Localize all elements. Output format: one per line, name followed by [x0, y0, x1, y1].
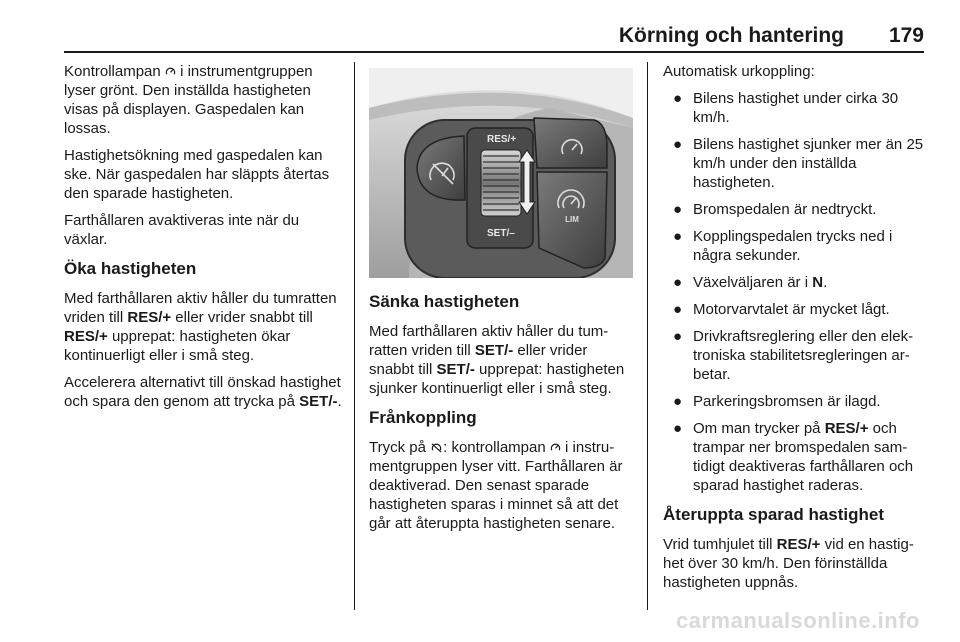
cruise-off-icon — [430, 442, 443, 453]
bullet-icon: ● — [673, 301, 683, 318]
list-item: ● Bromspedalen är nedtryckt. — [673, 201, 877, 218]
paragraph: Hastighetsökning med gaspedalen kan ske. När gaspedalen har släppts återtas den sparade hastigheten. — [64, 147, 330, 202]
page-title: Körning och hantering — [618, 24, 844, 47]
column-right — [663, 62, 929, 600]
paragraph: Automatisk urkoppling: — [663, 63, 815, 80]
steering-wheel-illustration — [369, 68, 633, 278]
page-number: 179 — [888, 24, 924, 47]
bullet-icon: ● — [673, 90, 683, 107]
paragraph: Accelerera alternativt till önskad hastighet och spara den genom att trycka på SET/-. — [64, 374, 342, 410]
watermark: carmanualsonline.info — [676, 608, 920, 633]
steering-wheel-controls-image — [369, 68, 633, 278]
bullet-icon: ● — [673, 274, 683, 291]
bullet-icon: ● — [673, 328, 683, 345]
cruise-control-icon — [550, 442, 561, 453]
column-divider — [647, 62, 648, 610]
paragraph: Tryck på : kontrollampan i instrumentgruppen lyser vitt. Farthållaren är deaktiverad. Den senast sparade hastigheten sparas i minnet så att det går att återuppta hastigheten senare. — [369, 439, 623, 532]
section-heading: Öka hastigheten — [64, 259, 197, 278]
set-label: SET/– — [487, 228, 515, 239]
cruise-control-icon — [165, 66, 176, 77]
bullet-icon: ● — [673, 201, 683, 218]
paragraph: Med farthållaren aktiv håller du tumratten vriden till RES/+ eller vrider snabbt till RES/+ upprepat: hastigheten ökar kontinuerligt eller i små steg. — [64, 290, 337, 364]
list-item: ● Kopplingspedalen trycks ned i några sekunder. — [673, 228, 893, 264]
bullet-list — [663, 89, 929, 495]
list-item: ● Motorvarvtalet är mycket lågt. — [673, 301, 890, 318]
bullet-icon: ● — [673, 136, 683, 153]
column-left — [64, 62, 344, 419]
list-item: ● Drivkraftsreglering eller den elektroniska stabilitetsregleringen arbetar. — [673, 328, 914, 383]
column-middle — [369, 290, 633, 541]
list-item: ● Bilens hastighet under cirka 30 km/h. — [673, 90, 899, 126]
bullet-icon: ● — [673, 420, 683, 437]
paragraph: Vrid tumhjulet till RES/+ vid en hastighet över 30 km/h. Den förinställda hastigheten uppnås. — [663, 536, 914, 591]
paragraph: Farthållaren avaktiveras inte när du växlar. — [64, 212, 300, 248]
section-heading: Återuppta sparad hastighet — [663, 505, 885, 524]
section-heading: Sänka hastigheten — [369, 292, 520, 311]
list-item: ● Parkeringsbromsen är ilagd. — [673, 393, 881, 410]
list-item: ● Växelväljaren är i N. — [673, 274, 828, 291]
lim-label: LIM — [565, 215, 579, 224]
list-item: ● Bilens hastighet sjunker mer än 25 km/h under den inställda hastigheten. — [673, 136, 924, 191]
column-divider — [354, 62, 355, 610]
paragraph: Med farthållaren aktiv håller du tumratten vriden till SET/- eller vrider snabbt till SET/- upprepat: hastigheten sjunker kontinuerligt eller i små steg. — [369, 323, 625, 397]
section-heading: Frånkoppling — [369, 408, 477, 427]
header-rule — [64, 51, 924, 53]
paragraph: Kontrollampan i instrumentgruppen lyser grönt. Den inställda hastigheten visas på displayen. Gaspedalen kan lossas. — [64, 63, 313, 137]
bullet-icon: ● — [673, 393, 683, 410]
page-header — [0, 0, 960, 56]
res-label: RES/+ — [487, 134, 517, 145]
bullet-icon: ● — [673, 228, 683, 245]
list-item: ● Om man trycker på RES/+ och trampar ner bromspedalen samtidigt deaktiveras farthållaren och sparad hastighet raderas. — [673, 420, 914, 494]
